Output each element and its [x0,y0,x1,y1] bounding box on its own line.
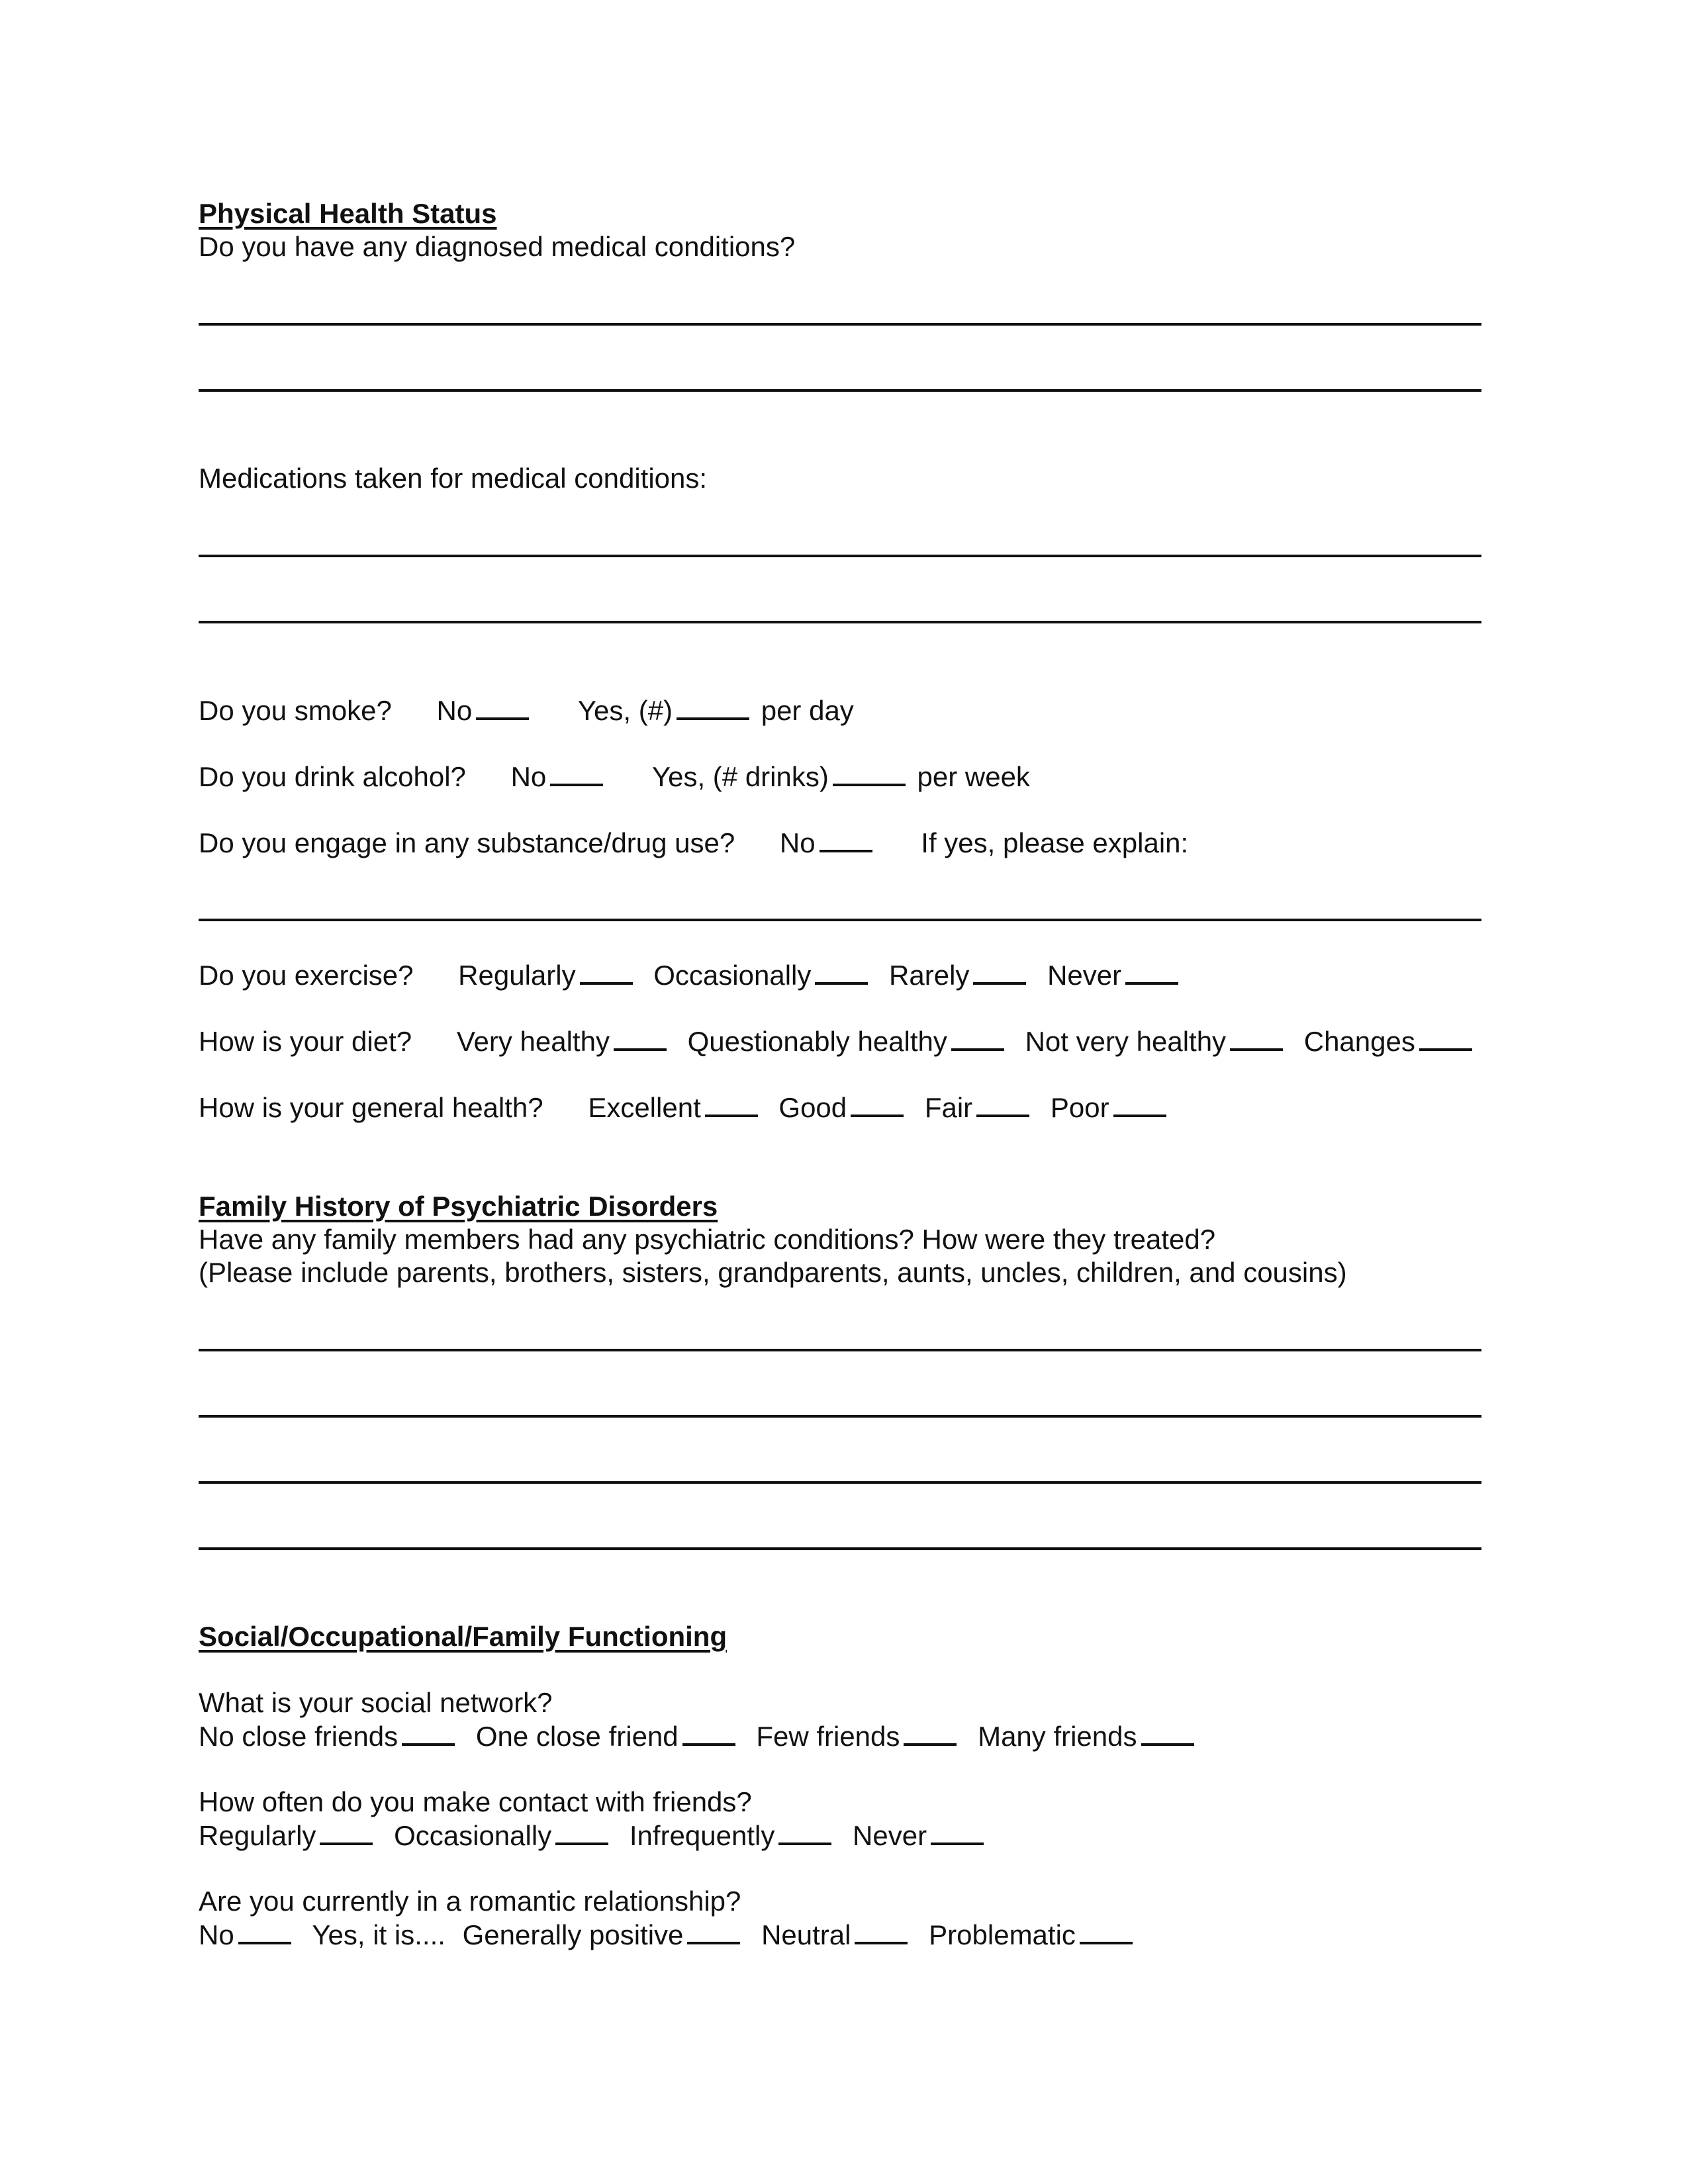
romantic-row [199,1918,1137,1952]
diet-blank[interactable] [1230,1024,1283,1051]
exercise-blank[interactable] [1125,958,1178,985]
romantic-option: Problematic [929,1919,1076,1950]
contact-option: Infrequently [629,1820,775,1851]
diet-option: Very healthy [456,1026,610,1057]
exercise-option: Rarely [889,960,970,991]
network-option: No close friends [199,1721,399,1752]
smoke-yes-label: Yes, (#) [577,695,673,726]
exercise-blank[interactable] [973,958,1026,985]
romantic-no-label: No [199,1919,234,1950]
diet-blank[interactable] [951,1024,1004,1051]
answer-line[interactable] [199,323,1481,326]
network-blank[interactable] [1141,1719,1194,1746]
answer-line[interactable] [199,555,1481,557]
contact-blank[interactable] [931,1819,984,1845]
diet-blank[interactable] [1419,1024,1472,1051]
drugs-question: Do you engage in any substance/drug use? [199,827,735,858]
contact-blank[interactable] [778,1819,831,1845]
contact-row [199,1819,988,1852]
drugs-row [199,826,1188,860]
diet-blank[interactable] [614,1024,667,1051]
section-heading-physical: Physical Health Status [199,198,497,229]
health-option: Good [778,1092,847,1123]
contact-blank[interactable] [555,1819,608,1845]
network-option: Few friends [756,1721,900,1752]
network-blank[interactable] [682,1719,735,1746]
contact-option: Regularly [199,1820,316,1851]
drugs-no-blank[interactable] [820,826,872,852]
romantic-option: Generally positive [462,1919,684,1950]
diet-question: How is your diet? [199,1026,412,1057]
exercise-blank[interactable] [815,958,868,985]
smoke-question: Do you smoke? [199,695,392,726]
exercise-row [199,958,1182,992]
smoke-count-blank[interactable] [677,694,749,720]
health-option: Poor [1050,1092,1109,1123]
drugs-no-label: No [779,827,816,858]
answer-line[interactable] [199,1481,1481,1484]
alcohol-question: Do you drink alcohol? [199,761,466,792]
alcohol-yes-label: Yes, (# drinks) [651,761,829,792]
alcohol-no-label: No [510,761,547,792]
contact-blank[interactable] [320,1819,373,1845]
question-conditions: Do you have any diagnosed medical conditions? [199,231,796,262]
alcohol-no-blank[interactable] [550,760,603,786]
romantic-no-blank[interactable] [238,1918,291,1944]
smoke-row [199,694,854,727]
answer-line[interactable] [199,1349,1481,1351]
contact-question: How often do you make contact with friends? [199,1786,752,1817]
contact-option: Occasionally [394,1820,552,1851]
alcohol-count-blank[interactable] [833,760,906,786]
health-blank[interactable] [851,1091,904,1117]
answer-line[interactable] [199,389,1481,392]
health-blank[interactable] [976,1091,1029,1117]
drugs-explain-label: If yes, please explain: [921,827,1189,858]
health-question: How is your general health? [199,1092,543,1123]
health-blank[interactable] [705,1091,758,1117]
diet-option: Changes [1303,1026,1415,1057]
answer-line[interactable] [199,621,1481,623]
section-heading-social: Social/Occupational/Family Functioning [199,1621,727,1652]
network-option: Many friends [978,1721,1137,1752]
smoke-no-blank[interactable] [476,694,529,720]
romantic-blank[interactable] [687,1918,740,1944]
romantic-yes-label: Yes, it is.... [312,1919,445,1950]
health-option: Fair [924,1092,973,1123]
network-row [199,1719,1198,1753]
network-blank[interactable] [904,1719,957,1746]
exercise-question: Do you exercise? [199,960,414,991]
diet-option: Not very healthy [1025,1026,1227,1057]
family-question: Have any family members had any psychiatric conditions? How were they treated? [199,1224,1216,1255]
network-blank[interactable] [402,1719,455,1746]
health-blank[interactable] [1113,1091,1166,1117]
exercise-option: Occasionally [653,960,812,991]
exercise-blank[interactable] [580,958,633,985]
smoke-unit: per day [761,695,854,726]
answer-line[interactable] [199,919,1481,921]
section-heading-family: Family History of Psychiatric Disorders [199,1191,718,1222]
alcohol-unit: per week [917,761,1030,792]
romantic-blank[interactable] [855,1918,908,1944]
health-row [199,1091,1170,1124]
diet-option: Questionably healthy [687,1026,947,1057]
question-medications: Medications taken for medical conditions: [199,463,708,494]
contact-option: Never [853,1820,927,1851]
network-question: What is your social network? [199,1687,553,1718]
network-option: One close friend [475,1721,679,1752]
exercise-option: Never [1047,960,1122,991]
answer-line[interactable] [199,1547,1481,1550]
answer-line[interactable] [199,1415,1481,1418]
diet-row [199,1024,1476,1058]
exercise-option: Regularly [458,960,576,991]
romantic-question: Are you currently in a romantic relationship? [199,1886,741,1917]
family-note: (Please include parents, brothers, sisters, grandparents, aunts, uncles, children, and cousins) [199,1257,1347,1288]
romantic-option: Neutral [761,1919,851,1950]
romantic-blank[interactable] [1080,1918,1133,1944]
alcohol-row [199,760,1030,794]
smoke-no-label: No [436,695,473,726]
health-option: Excellent [588,1092,701,1123]
